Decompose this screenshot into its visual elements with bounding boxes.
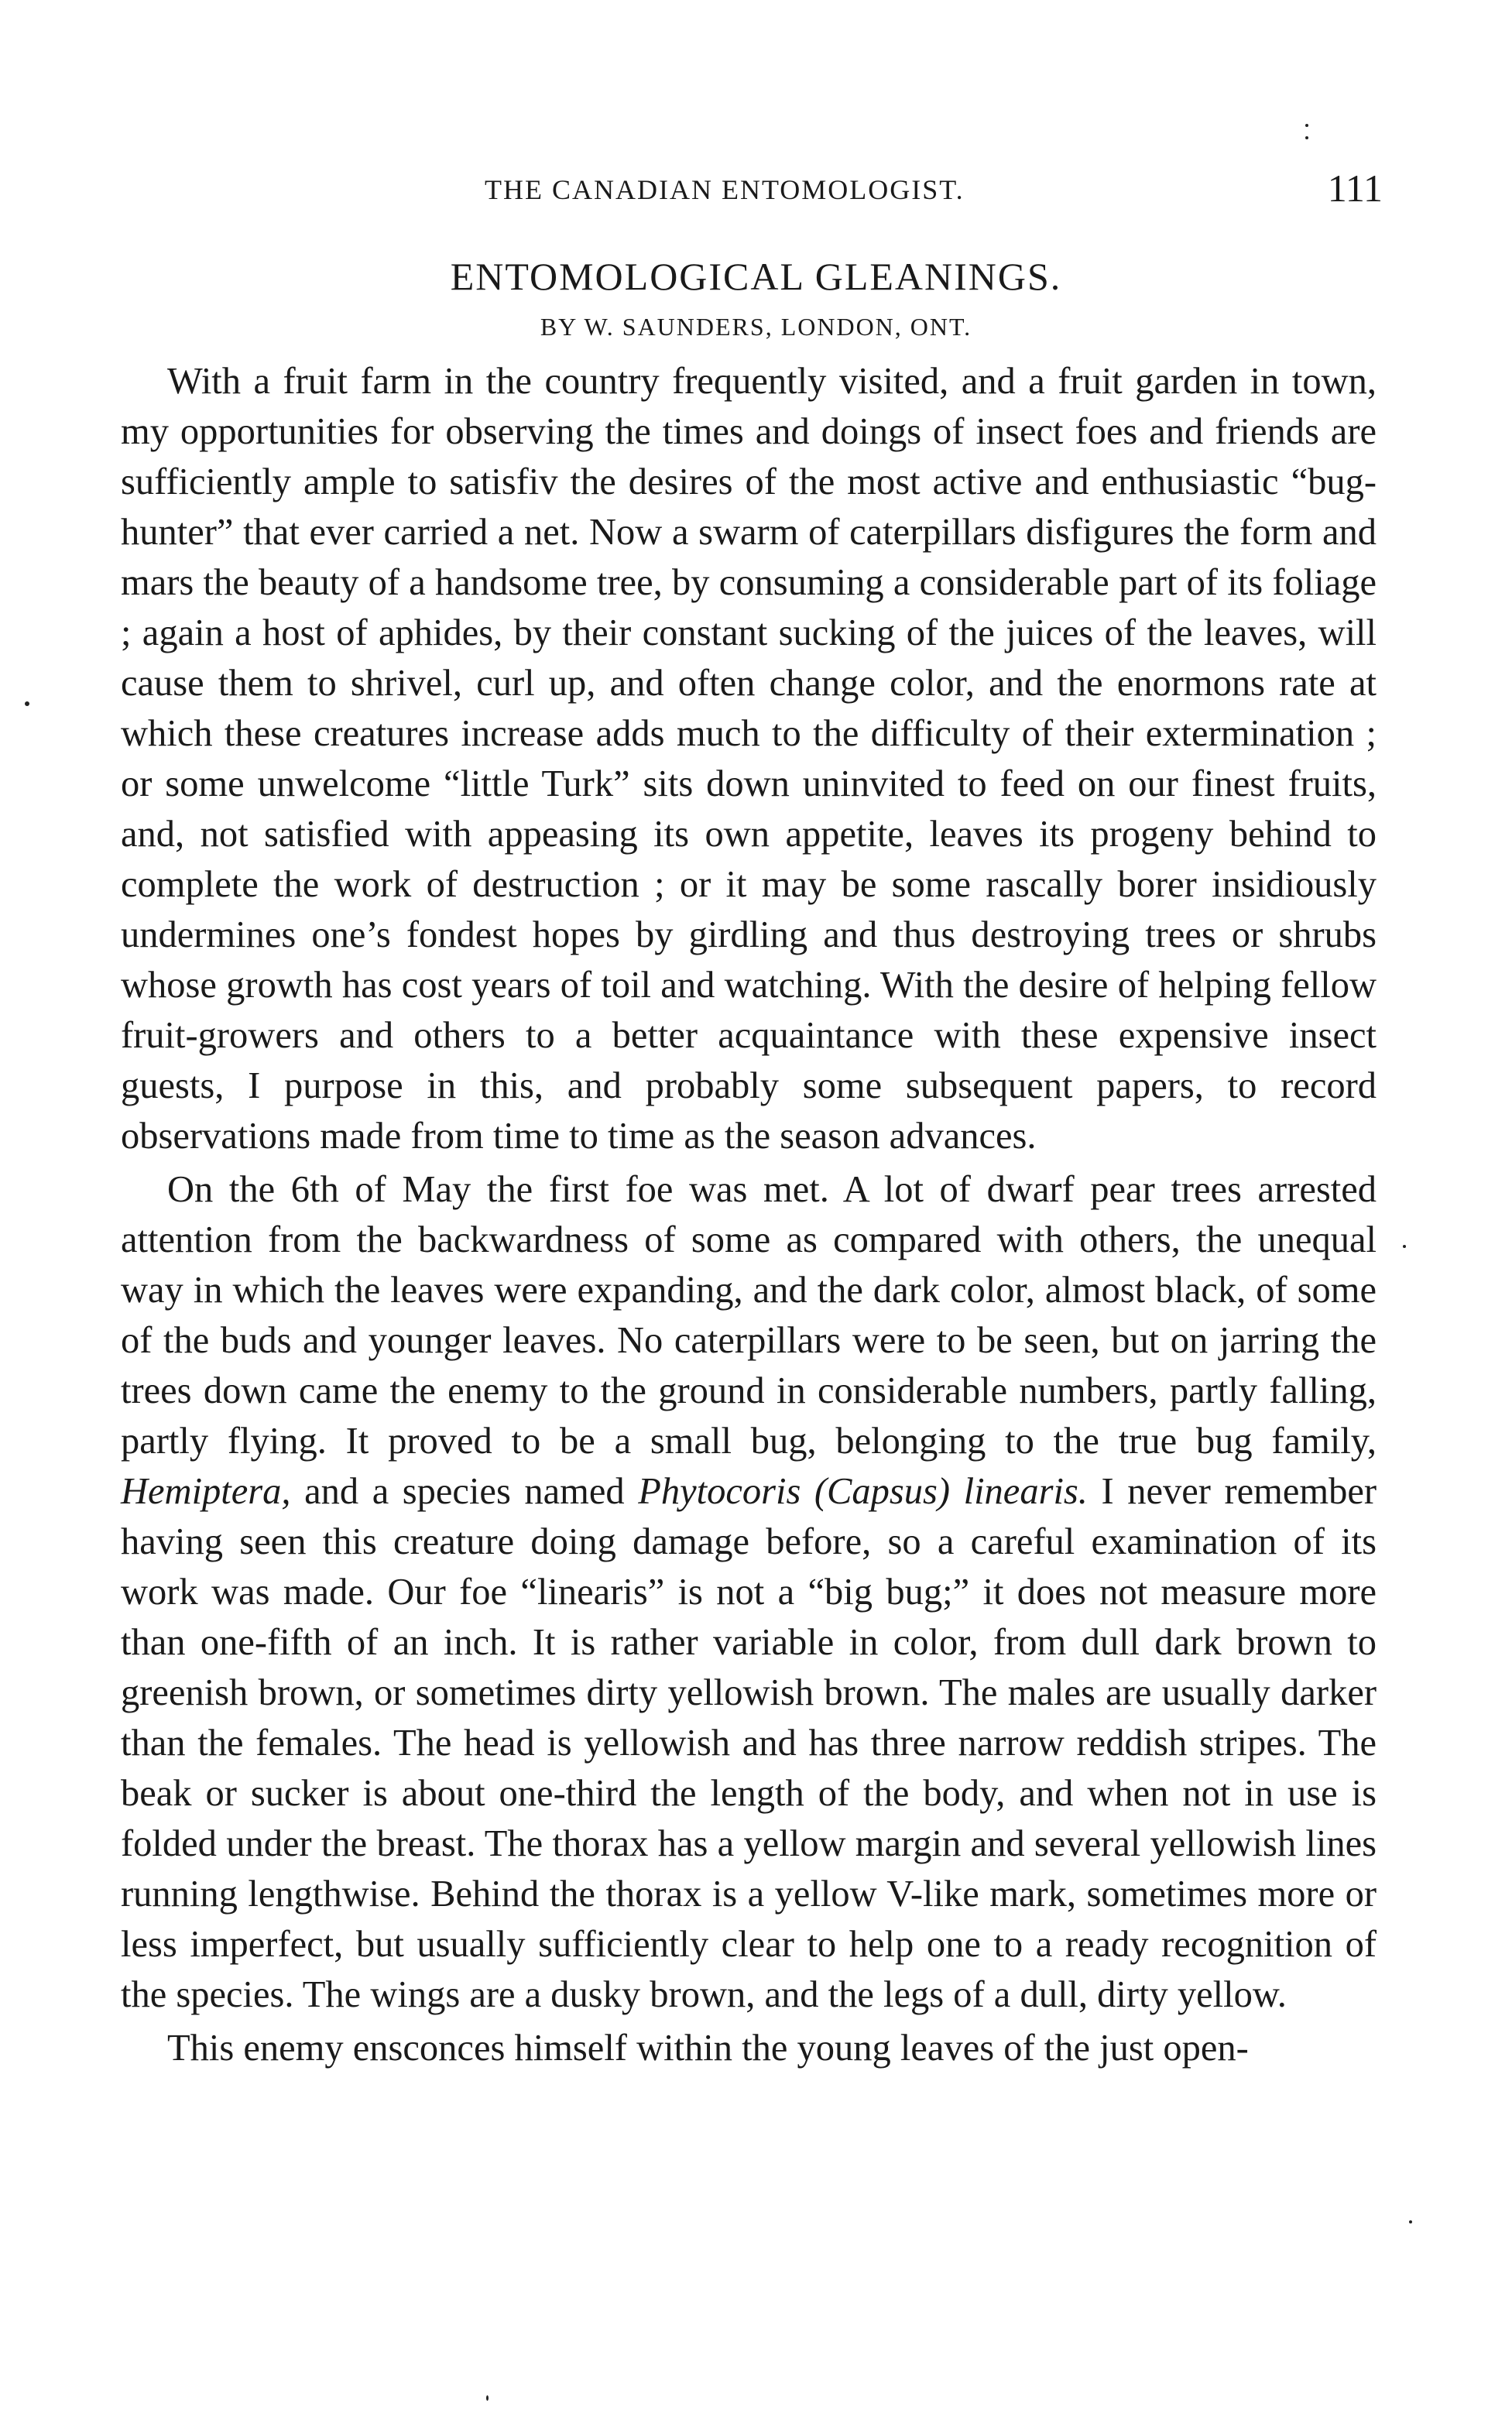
article-byline: BY W. SAUNDERS, LONDON, ONT. bbox=[540, 313, 972, 341]
scan-speck bbox=[1403, 1245, 1406, 1248]
paragraph-1: With a fruit farm in the country frequently visited, and a fruit garden in town, my opportunities for observing the times and doings of insect foes and friends are sufficiently ample to satisfiv the desires of the most active and enthusiastic “bug-hunter” that ever carried a net. Now a swarm of caterpillars disfigures the form and mars the beauty of a handsome tree, by consuming a considerable part of its foliage ; again a host of aphides, by their constant sucking of the juices of the leaves, will cause them to shrivel, curl up, and often change color, and the enormons rate at which these creatures increase adds much to the difficulty of their extermination ; or some unwelcome “little Turk” sits down uninvited to feed on our finest fruits, and, not satisfied with appeasing its own appetite, leaves its progeny behind to complete the work of destruction ; or it may be some rascally borer insidiously undermines one’s fondest hopes by girdling and thus destroying trees or shrubs whose growth has cost years of toil and watching. With the desire of helping fellow fruit-growers and others to a better acquaintance with these expensive insect guests, I purpose in this, and probably some subsequent papers, to record observations made from time to time as the season advances. bbox=[121, 361, 1377, 1157]
scan-speck bbox=[25, 701, 29, 706]
species-name: Phytocoris (Capsus) linearis. bbox=[638, 1471, 1088, 1512]
page-number: 111 bbox=[1327, 166, 1383, 210]
scan-speck bbox=[486, 2395, 489, 2401]
article-title: ENTOMOLOGICAL GLEANINGS. bbox=[450, 255, 1062, 298]
paragraph-2-text-c: I never remember having seen this creature doing damage before, so a careful examination of its work was made. Our foe “linearis” is not a “big bug;” it does not measure more than one-fifth of an inch. It is rather variable in color, from dull dark brown to greenish brown, or sometimes dirty yellowish brown. The males are usually darker than the females. The head is yellowish and has three narrow reddish stripes. The beak or sucker is about one-third the length of the body, and when not in use is folded under the breast. The thorax has a yellow margin and several yellowish lines running lengthwise. Behind the thorax is a yellow V-like mark, sometimes more or less imperfect, but usually sufficiently clear to help one to a ready recognition of the species. The wings are a dusky brown, and the legs of a dull, dirty yellow. bbox=[121, 1471, 1377, 2015]
paragraph-3: This enemy ensconces himself within the young leaves of the just open- bbox=[167, 2028, 1249, 2069]
scan-speck bbox=[1305, 124, 1308, 127]
taxon-hemiptera: Hemiptera, bbox=[121, 1471, 291, 1512]
paragraph-2-text-b: and a species named bbox=[304, 1471, 625, 1512]
scan-speck bbox=[1305, 136, 1308, 139]
paragraph-2 bbox=[121, 1164, 1377, 2020]
scan-speck bbox=[1409, 2220, 1412, 2223]
article-body bbox=[121, 356, 1377, 2076]
running-head bbox=[121, 166, 1383, 212]
paragraph-2-text-a: On the 6th of May the first foe was met. A lot of dwarf pear trees arrested attention from the backwardness of some as compared with others, the unequal way in which the leaves were expanding, and the dark color, almost black, of some of the buds and younger leaves. No caterpillars were to be seen, but on jarring the trees down came the enemy to the ground in considerable numbers, partly falling, partly flying. It proved to be a small bug, belonging to the true bug family, bbox=[121, 1169, 1377, 1462]
journal-title: THE CANADIAN ENTOMOLOGIST. bbox=[485, 174, 965, 205]
